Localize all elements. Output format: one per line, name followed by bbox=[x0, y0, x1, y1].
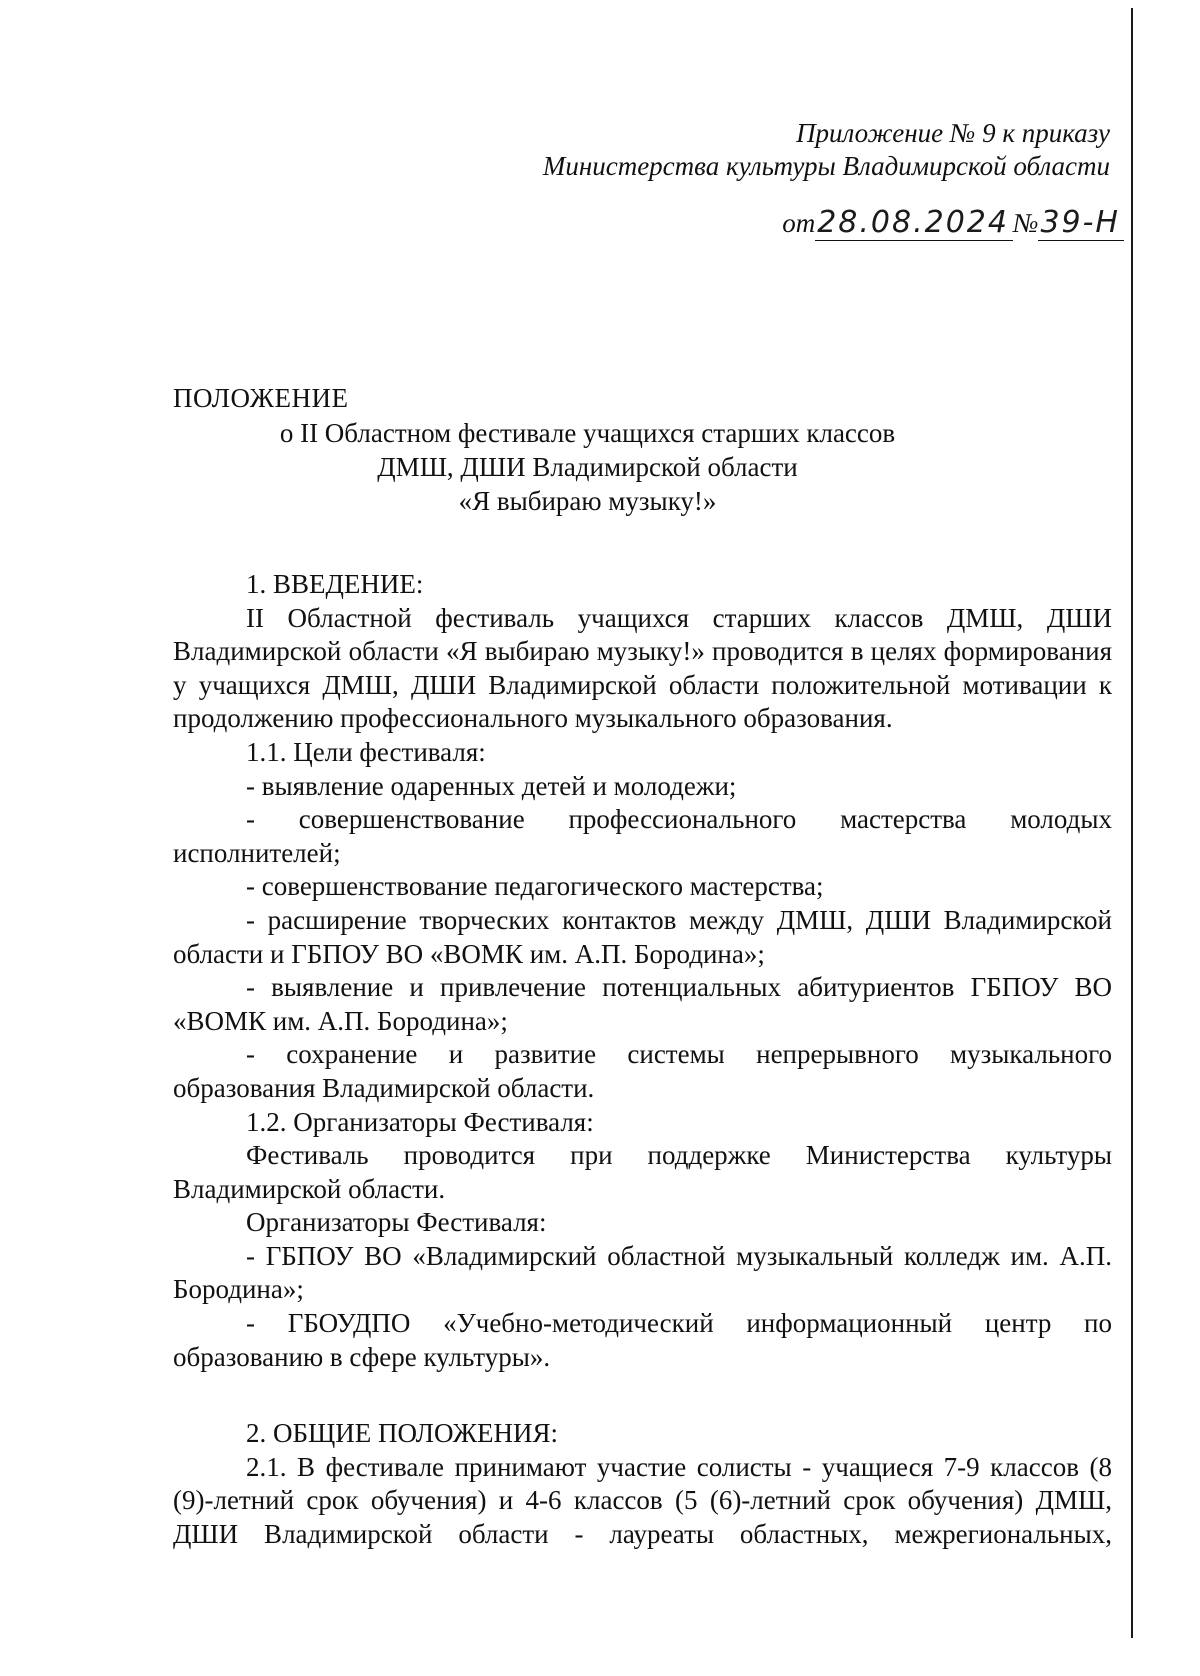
list-item: - сохранение и развитие системы непрерывного музыкального образования Владимирской области. bbox=[173, 1039, 1112, 1103]
paragraph: II Областной фестиваль учащихся старших классов ДМШ, ДШИ Владимирской области «Я выбираю музыку!» проводится в целях формирования у учащихся ДМШ, ДШИ Владимирской области положительной мотивации к продолжению профессионального музыкального образования. bbox=[173, 602, 1112, 734]
handwritten-order-number: 39-Н bbox=[1038, 205, 1124, 241]
document-body bbox=[173, 568, 1112, 1552]
list-item: - выявление одаренных детей и молодежи; bbox=[246, 770, 737, 801]
subsection-heading: 1.1. Цели фестиваля: bbox=[246, 736, 486, 767]
order-prefix: от bbox=[782, 208, 816, 238]
paragraph: 2.1. В фестивале принимают участие солисты - учащиеся 7-9 классов (8 (9)-летний срок обучения) и 4-6 классов (5 (6)-летний срок обучения) ДМШ, ДШИ Владимирской области - лауреаты областных, межрегиональных, bbox=[173, 1451, 1112, 1550]
list-item: - выявление и привлечение потенциальных абитуриентов ГБПОУ ВО «ВОМК им. А.П. Бородина»; bbox=[173, 972, 1112, 1036]
annex-reference-line-2: Министерства культуры Владимирской области bbox=[542, 151, 1110, 181]
annex-reference-line-1: Приложение № 9 к приказу bbox=[796, 118, 1110, 148]
paragraph: Организаторы Фестиваля: bbox=[246, 1207, 547, 1238]
section-spacer bbox=[173, 1374, 1112, 1417]
subsection-heading: 1.2. Организаторы Фестиваля: bbox=[246, 1106, 594, 1137]
list-item: - ГБПОУ ВО «Владимирский областной музыкальный колледж им. А.П. Бородина»; bbox=[173, 1240, 1112, 1305]
handwritten-order-date: 28.08.2024 bbox=[815, 205, 1013, 241]
paragraph: Фестиваль проводится при поддержке Министерства культуры Владимирской области. bbox=[173, 1140, 1112, 1204]
order-number-prefix: № bbox=[1012, 208, 1039, 238]
document-title: ПОЛОЖЕНИЕ bbox=[173, 383, 349, 413]
section-heading: 2. ОБЩИЕ ПОЛОЖЕНИЯ: bbox=[246, 1418, 558, 1449]
list-item: - ГБОУДПО «Учебно-методический информационный центр по образованию в сфере культуры». bbox=[173, 1308, 1112, 1372]
list-item: - совершенствование профессионального мастерства молодых исполнителей; bbox=[173, 804, 1112, 868]
scan-edge-line bbox=[1131, 8, 1133, 1638]
document-subtitle-line-2: ДМШ, ДШИ Владимирской области bbox=[377, 452, 798, 482]
order-date-line bbox=[782, 205, 1124, 241]
list-item: - совершенствование педагогического мастерства; bbox=[246, 871, 824, 902]
document-subtitle-line-3: «Я выбираю музыку!» bbox=[458, 486, 717, 516]
list-item: - расширение творческих контактов между ДМШ, ДШИ Владимирской области и ГБПОУ ВО «ВОМК им. А.П. Бородина»; bbox=[173, 904, 1112, 969]
section-heading: 1. ВВЕДЕНИЕ: bbox=[246, 569, 424, 599]
document-subtitle-line-1: о II Областном фестивале учащихся старших классов bbox=[279, 418, 896, 448]
